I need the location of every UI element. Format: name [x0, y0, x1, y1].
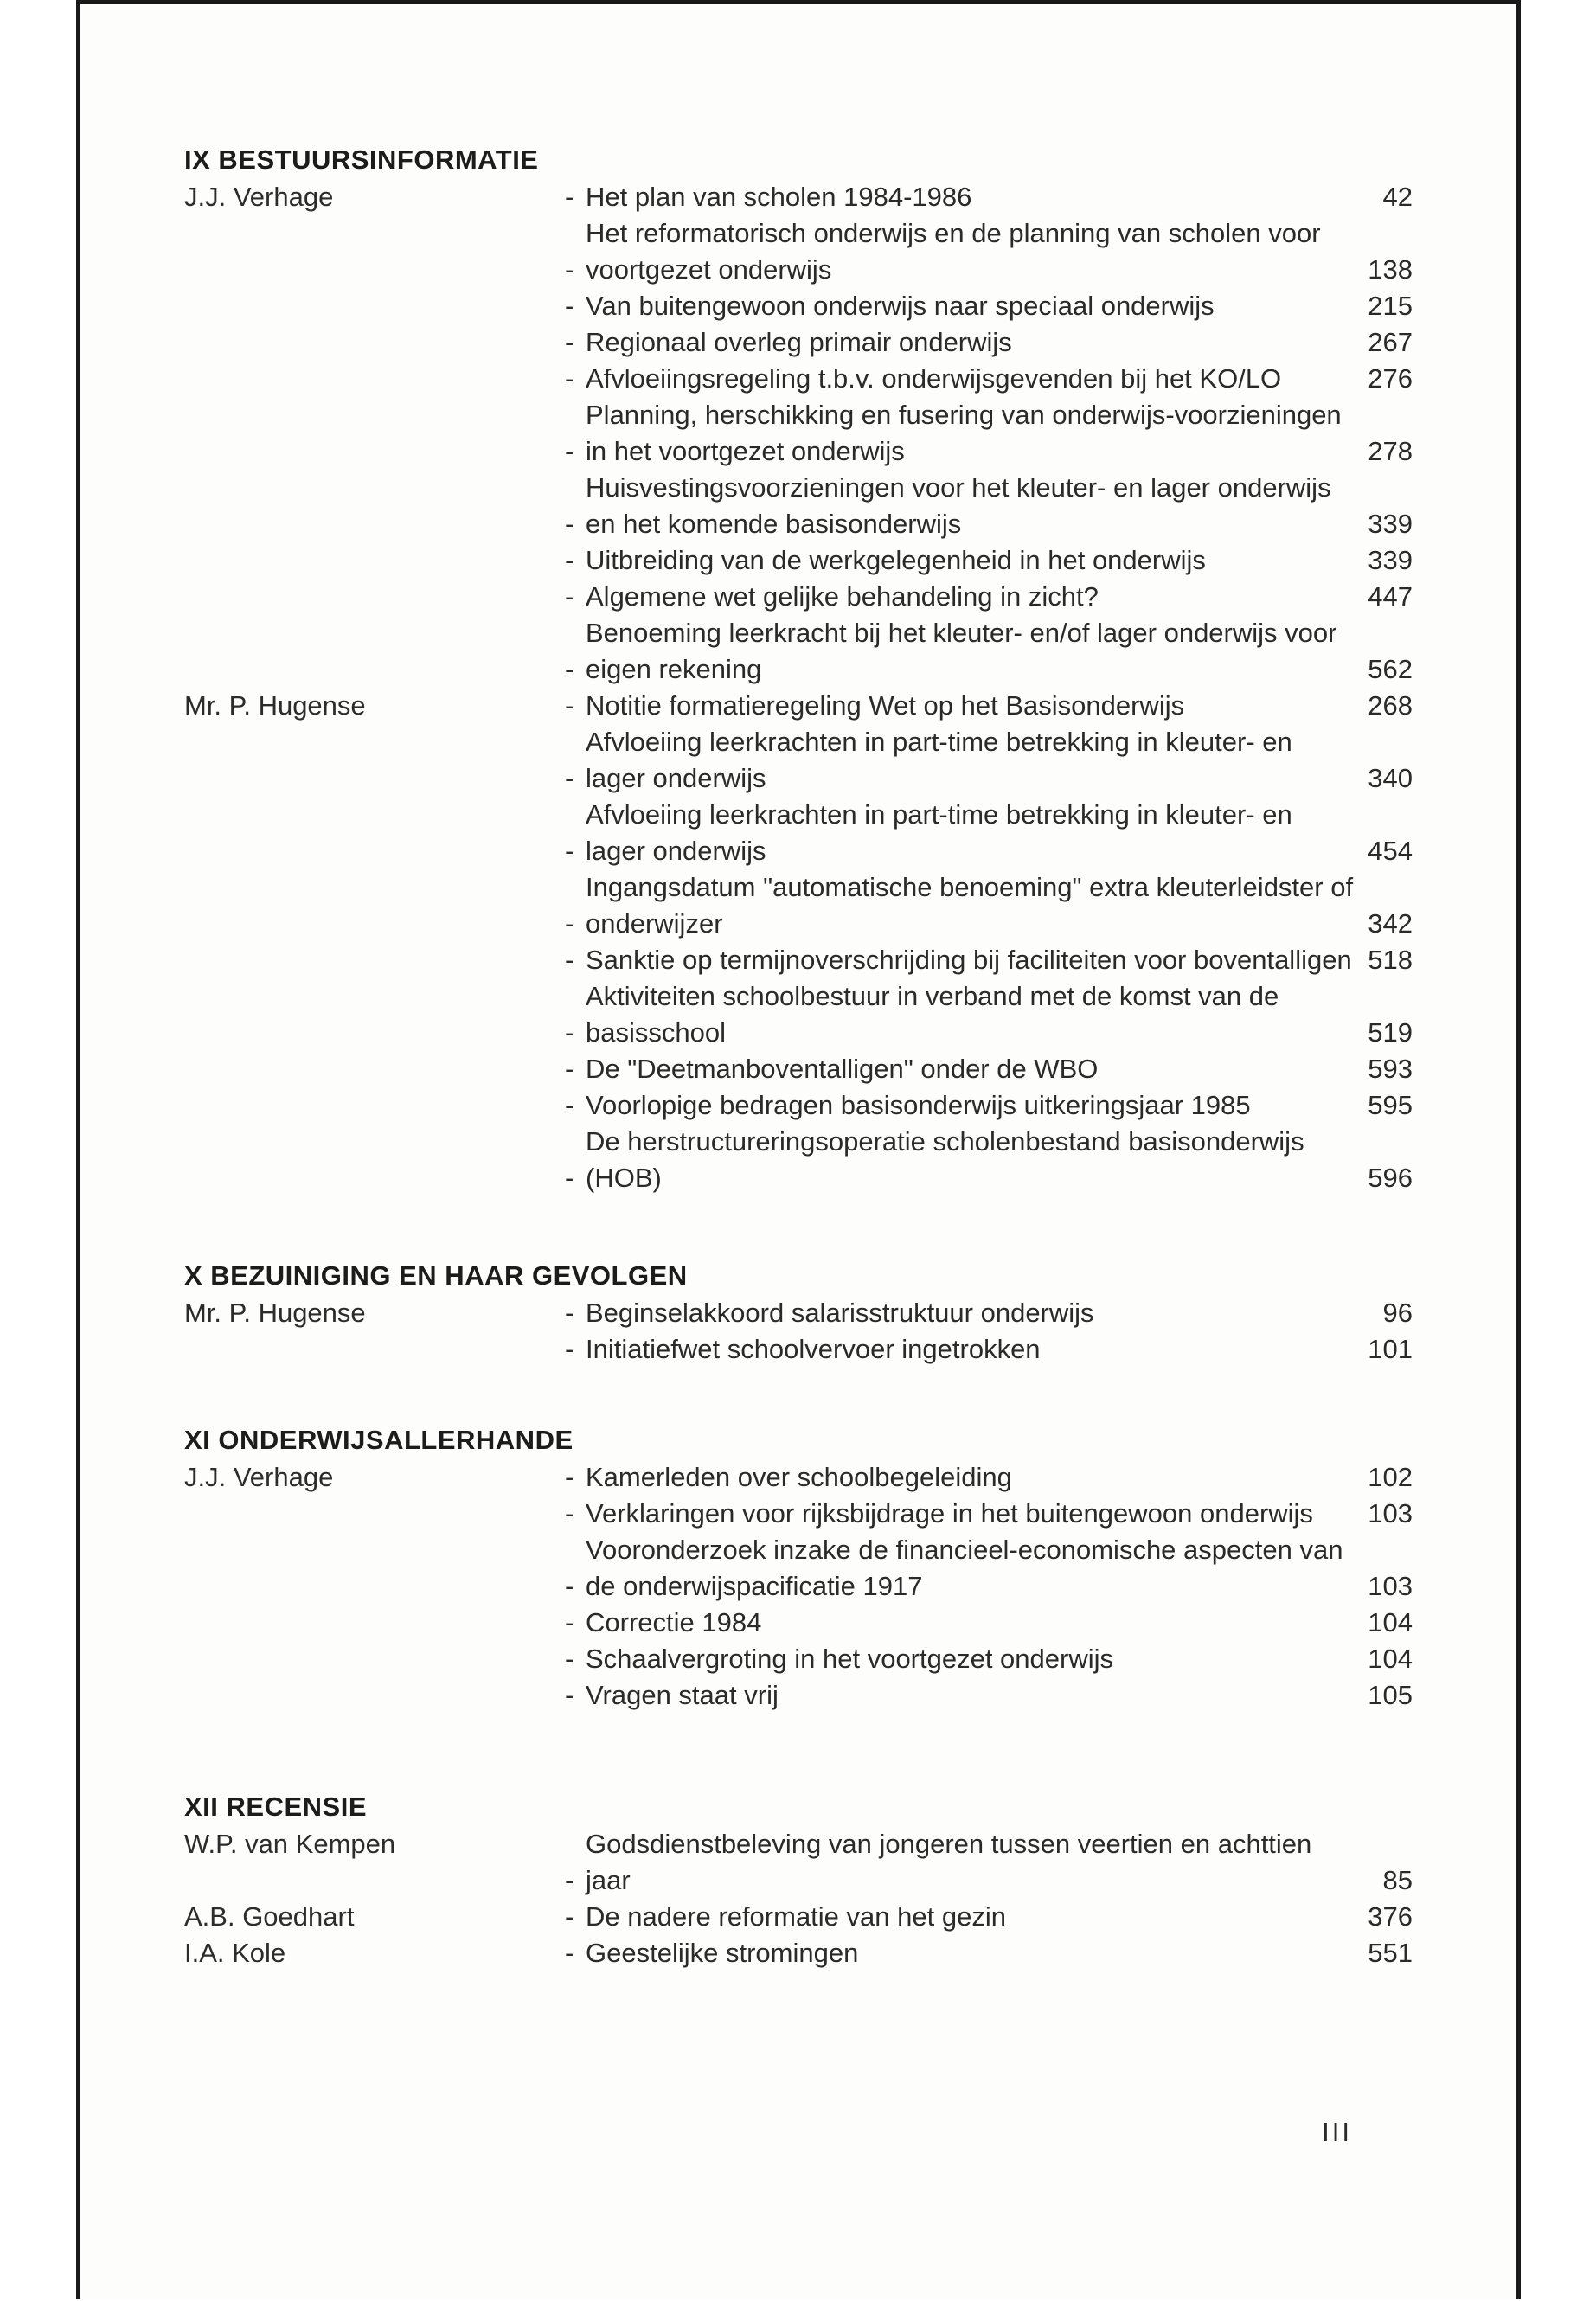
entry-title: De nadere reformatie van het gezin [586, 1901, 1006, 1932]
entry-dash: - [565, 1017, 574, 1048]
entry-title: Kamerleden over schoolbegeleiding [586, 1462, 1012, 1492]
entry-title: De "Deetmanboventalligen" onder de WBO [586, 1054, 1099, 1084]
entry-dash: - [565, 1334, 574, 1364]
toc-entry [565, 361, 1413, 397]
toc-entry [565, 869, 1413, 942]
entry-dash: - [565, 945, 574, 975]
entry-dash: - [565, 1462, 574, 1492]
entry-page-number: 339 [1368, 509, 1413, 539]
author-group [184, 1295, 1413, 1368]
toc-entry [565, 542, 1413, 579]
toc-entry [565, 1124, 1413, 1196]
author-group [184, 688, 1413, 1196]
entry-dash: - [565, 654, 574, 684]
entry-dash: - [565, 363, 574, 394]
entry-title: Regionaal overleg primair onderwijs [586, 327, 1012, 357]
entry-dash: - [565, 545, 574, 575]
toc-entry [565, 942, 1413, 978]
entry-dash: - [565, 436, 574, 466]
toc-entry [565, 1641, 1413, 1677]
toc-entry [565, 1496, 1413, 1532]
entry-title: Vragen staat vrij [586, 1680, 779, 1710]
entry-title: Initiatiefwet schoolvervoer ingetrokken [586, 1334, 1041, 1364]
entry-title: Het reformatorisch onderwijs en de planning van scholen voor voortgezet onderwijs [586, 218, 1321, 285]
entry-title: Algemene wet gelijke behandeling in zicht? [586, 581, 1099, 612]
entry-title: Huisvestingsvoorzieningen voor het kleuter- en lager onderwijs en het komende basisonderwijs [586, 472, 1331, 539]
entry-dash: - [565, 509, 574, 539]
entry-page-number: 276 [1368, 363, 1413, 394]
entry-page-number: 96 [1382, 1298, 1413, 1328]
toc-entry [565, 179, 1413, 215]
entry-page-number: 376 [1368, 1901, 1413, 1932]
toc-entry [565, 1899, 1413, 1935]
entry-title: Beginselakkoord salarisstruktuur onderwijs [586, 1298, 1094, 1328]
toc-entry [565, 724, 1413, 797]
entry-list [565, 1459, 1413, 1714]
entry-page-number: 215 [1368, 291, 1413, 321]
toc-entry [565, 615, 1413, 688]
entry-dash: - [565, 1901, 574, 1932]
toc-section [184, 1259, 1413, 1368]
entry-dash: - [565, 1571, 574, 1601]
entry-page-number: 454 [1368, 836, 1413, 866]
entry-dash: - [565, 836, 574, 866]
entry-dash: - [565, 1498, 574, 1529]
entry-title: Aktiviteiten schoolbestuur in verband met de komst van de basisschool [586, 981, 1279, 1048]
entry-page-number: 104 [1368, 1607, 1413, 1638]
toc-entry [565, 1677, 1413, 1714]
entry-page-number: 596 [1368, 1163, 1413, 1193]
section-title: XII RECENSIE [184, 1791, 367, 1822]
entry-title: Verklaringen voor rijksbijdrage in het buitengewoon onderwijs [586, 1498, 1313, 1529]
author-group [184, 179, 1413, 688]
toc-section [184, 1423, 1413, 1714]
entry-dash: - [565, 327, 574, 357]
entry-page-number: 101 [1368, 1334, 1413, 1364]
entry-title: Sanktie op termijnoverschrijding bij faciliteiten voor boventalligen [586, 945, 1352, 975]
section-title: XI ONDERWIJSALLERHANDE [184, 1425, 574, 1455]
entry-list [565, 1899, 1413, 1935]
document-page [76, 0, 1521, 2299]
toc-entry [565, 324, 1413, 361]
author-name: J.J. Verhage [184, 1462, 334, 1492]
toc-entry [565, 1331, 1413, 1368]
entry-page-number: 102 [1368, 1462, 1413, 1492]
entry-page-number: 518 [1368, 945, 1413, 975]
toc-entry [565, 1605, 1413, 1641]
entry-list [565, 1295, 1413, 1368]
toc-section [184, 143, 1413, 1196]
toc-entry [565, 579, 1413, 615]
entry-page-number: 342 [1368, 908, 1413, 939]
entry-page-number: 562 [1368, 654, 1413, 684]
entry-list [565, 688, 1413, 1196]
entry-title: Correctie 1984 [586, 1607, 762, 1638]
entry-title: Uitbreiding van de werkgelegenheid in het onderwijs [586, 545, 1206, 575]
entry-dash: - [565, 1298, 574, 1328]
entry-page-number: 551 [1368, 1938, 1413, 1968]
scan-margin [0, 0, 76, 2301]
entry-page-number: 278 [1368, 436, 1413, 466]
entry-page-number: 138 [1368, 254, 1413, 285]
author-group [184, 1899, 1413, 1935]
author-name: Mr. P. Hugense [184, 1298, 366, 1328]
entry-dash: - [565, 1680, 574, 1710]
table-of-contents [184, 143, 1413, 2013]
entry-list [565, 1935, 1413, 1971]
entry-list [565, 179, 1413, 688]
section-title: IX BESTUURSINFORMATIE [184, 144, 539, 175]
entry-dash: - [565, 908, 574, 939]
author-group [184, 1935, 1413, 1971]
entry-page-number: 339 [1368, 545, 1413, 575]
entry-page-number: 593 [1368, 1054, 1413, 1084]
entry-title: De herstructureringsoperatie scholenbestand basisonderwijs (HOB) [586, 1126, 1304, 1193]
entry-title: Geestelijke stromingen [586, 1938, 859, 1968]
entry-title: Van buitengewoon onderwijs naar speciaal onderwijs [586, 291, 1215, 321]
entry-list [565, 1826, 1413, 1899]
author-name: J.J. Verhage [184, 182, 334, 212]
author-group [184, 1826, 1413, 1899]
toc-entry [565, 470, 1413, 542]
entry-dash: - [565, 581, 574, 612]
entry-page-number: 103 [1368, 1571, 1413, 1601]
entry-dash: - [565, 1163, 574, 1193]
entry-dash: - [565, 1644, 574, 1674]
entry-page-number: 267 [1368, 327, 1413, 357]
entry-page-number: 595 [1368, 1090, 1413, 1120]
entry-title: Planning, herschikking en fusering van onderwijs-voorzieningen in het voortgezet onderwijs [586, 400, 1342, 466]
entry-title: Notitie formatieregeling Wet op het Basisonderwijs [586, 690, 1185, 721]
toc-entry [565, 1051, 1413, 1087]
toc-entry [565, 288, 1413, 324]
entry-title: Ingangsdatum "automatische benoeming" extra kleuterleidster of onderwijzer [586, 872, 1354, 939]
entry-page-number: 42 [1382, 182, 1413, 212]
entry-page-number: 105 [1368, 1680, 1413, 1710]
entry-dash: - [565, 1054, 574, 1084]
entry-page-number: 268 [1368, 690, 1413, 721]
toc-entry [565, 1935, 1413, 1971]
toc-entry [565, 1087, 1413, 1124]
entry-title: Voorlopige bedragen basisonderwijs uitkeringsjaar 1985 [586, 1090, 1251, 1120]
entry-page-number: 85 [1382, 1865, 1413, 1895]
entry-page-number: 103 [1368, 1498, 1413, 1529]
entry-title: Benoeming leerkracht bij het kleuter- en/of lager onderwijs voor eigen rekening [586, 618, 1337, 684]
entry-title: Schaalvergroting in het voortgezet onderwijs [586, 1644, 1114, 1674]
author-name: A.B. Goedhart [184, 1901, 355, 1932]
entry-title: Afvloeiing leerkrachten in part-time betrekking in kleuter- en lager onderwijs [586, 799, 1292, 866]
entry-dash: - [565, 690, 574, 721]
entry-page-number: 519 [1368, 1017, 1413, 1048]
toc-entry [565, 1826, 1413, 1899]
toc-entry [565, 1532, 1413, 1605]
author-name: Mr. P. Hugense [184, 690, 366, 721]
entry-title: Vooronderzoek inzake de financieel-economische aspecten van de onderwijspacificatie 1917 [586, 1535, 1343, 1601]
entry-page-number: 104 [1368, 1644, 1413, 1674]
author-name: I.A. Kole [184, 1938, 286, 1968]
page-number: III [1322, 2117, 1352, 2147]
toc-entry [565, 978, 1413, 1051]
toc-entry [565, 688, 1413, 724]
entry-page-number: 447 [1368, 581, 1413, 612]
entry-dash: - [565, 763, 574, 793]
entry-dash: - [565, 182, 574, 212]
entry-dash: - [565, 1090, 574, 1120]
toc-entry [565, 1459, 1413, 1496]
section-title: X BEZUINIGING EN HAAR GEVOLGEN [184, 1260, 688, 1291]
entry-title: Godsdienstbeleving van jongeren tussen veertien en achttien jaar [586, 1829, 1312, 1895]
author-name: W.P. van Kempen [184, 1829, 396, 1859]
toc-section [184, 1790, 1413, 1971]
entry-title: Afvloeiingsregeling t.b.v. onderwijsgevenden bij het KO/LO [586, 363, 1282, 394]
toc-entry [565, 797, 1413, 869]
toc-entry [565, 1295, 1413, 1331]
author-group [184, 1459, 1413, 1714]
entry-dash: - [565, 291, 574, 321]
toc-entry [565, 397, 1413, 470]
entry-dash: - [565, 254, 574, 285]
entry-dash: - [565, 1607, 574, 1638]
toc-entry [565, 215, 1413, 288]
entry-title: Het plan van scholen 1984-1986 [586, 182, 972, 212]
entry-dash: - [565, 1865, 574, 1895]
entry-dash: - [565, 1938, 574, 1968]
entry-page-number: 340 [1368, 763, 1413, 793]
entry-title: Afvloeiing leerkrachten in part-time betrekking in kleuter- en lager onderwijs [586, 727, 1292, 793]
